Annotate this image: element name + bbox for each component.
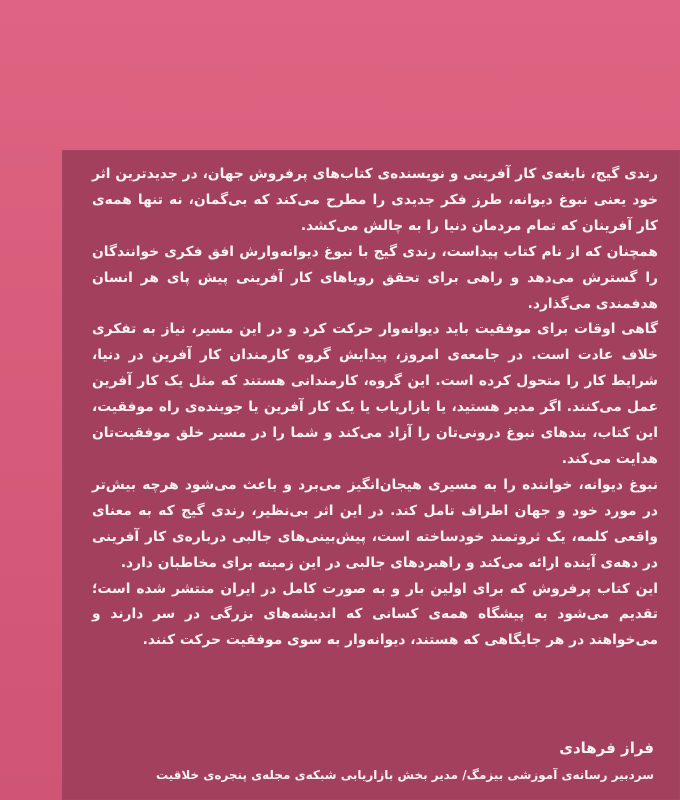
blurb-text <box>92 162 658 654</box>
paragraph-5: این کتاب پرفروش که برای اولین بار و به صورت کامل در ایران منتشر شده است؛ تقدیم می‌شود به پیشگاه همه‌ی کسانی که اندیشه‌های بزرگی در سر دارند و می‌خواهند در هر جایگاهی که هستند، دیوانه‌وار به سوی موفقیت حرکت کنند. <box>92 580 658 649</box>
author-title: سردبیر رسانه‌ی آموزشی بیزمگ/ مدیر بخش بازاریابی شبکه‌ی مجله‌ی پنجره‌ی خلاقیت <box>155 768 654 782</box>
paragraph-1: رندی گیج، نابغه‌ی کار آفرینی و نویسنده‌ی کتاب‌های پرفروش جهان، در جدیدترین اثر خود یعنی نبوغ دیوانه، طرز فکر جدیدی را مطرح می‌کند که بی‌گمان، نه تنها همه‌ی کار آفرینان که تمام مردمان دنیا را به چالش می‌کشد. <box>92 166 658 234</box>
paragraph-4: نبوغ دیوانه، خواننده را به مسیری هیجان‌انگیز می‌برد و باعث می‌شود هرچه بیش‌تر در مورد خود و جهان اطراف تامل کند. در این اثر بی‌نظیر، رندی گیج که به معنای واقعی کلمه، یک ثروتمند خودساخته است، پیش‌بینی‌های جالبی درباره‌ی کار آفرینی در دهه‌ی آینده ارائه می‌کند و راهبردهای جالبی در این زمینه برای مخاطبان دارد. <box>92 476 658 571</box>
paragraph-2: همچنان که از نام کتاب پیداست، رندی گیج با نبوغ دیوانه‌وارش افق فکری خوانندگان را گسترش می‌دهد و راهی برای تحقق رویاهای کار آفرینی پیش پای هر انسان هدفمندی می‌گذارد. <box>92 243 658 312</box>
paragraph-3: گاهی اوقات برای موفقیت باید دیوانه‌وار حرکت کرد و در این مسیر، نیاز به تفکری خلاف عادت است. در جامعه‌ی امروز، پیدایش گروه کارمندان کار آفرین در دنیا، شرایط کار را متحول کرده است. این گروه، کارمندانی هستند که مثل یک کار آفرین عمل می‌کنند. اگر مدیر هستید، یا بازاریاب یا یک کار آفرین یا جوینده‌ی راه موفقیت، این کتاب، بندهای نبوغ درونی‌تان را آزاد می‌کند و شما را در مسیر خلق موفقیت‌تان هدایت می‌کند. <box>92 321 658 467</box>
author-name: فراز فرهادی <box>559 739 654 757</box>
